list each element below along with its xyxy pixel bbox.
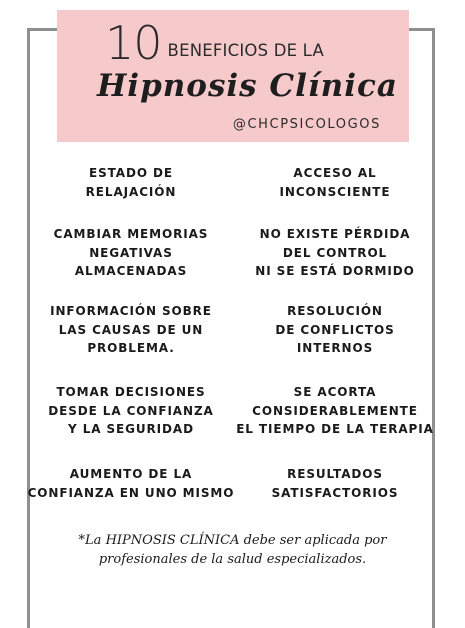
benefit-line: NI SE ESTÁ DORMIDO xyxy=(255,264,415,278)
benefit-line: SATISFACTORIOS xyxy=(271,485,399,500)
benefit-line: INCONSCIENTE xyxy=(279,184,391,199)
benefit-line: NO EXISTE PÉRDIDA xyxy=(259,227,411,241)
benefit-line: INTERNOS xyxy=(296,341,374,355)
benefit-line: CONSIDERABLEMENTE xyxy=(252,403,418,418)
benefit-item xyxy=(26,465,236,502)
footnote-line: *La HIPNOSIS CLÍNICA debe ser aplicada por xyxy=(78,533,387,548)
author-handle: @CHCPSICOLOGOS xyxy=(232,117,381,132)
benefit-line: NEGATIVAS xyxy=(89,245,173,260)
benefit-item xyxy=(227,164,443,201)
benefit-line: INFORMACIÓN SOBRE xyxy=(50,304,212,318)
benefit-line: DESDE LA CONFIANZA xyxy=(48,403,214,418)
title-text: BENEFICIOS DE LA xyxy=(167,41,324,60)
benefit-item xyxy=(227,465,443,502)
benefit-line: CONFIANZA EN UNO MISMO xyxy=(27,485,235,500)
benefit-line: RESULTADOS xyxy=(287,467,383,481)
title-banner xyxy=(57,10,409,142)
benefit-line: ACCESO AL xyxy=(293,166,377,180)
footnote-line: profesionales de la salud especializados. xyxy=(98,552,367,567)
benefit-line: TOMAR DECISIONES xyxy=(56,385,206,399)
benefit-line: ALMACENADAS xyxy=(74,264,188,278)
title-script: Hipnosis Clínica xyxy=(97,68,398,104)
benefit-line: Y LA SEGURIDAD xyxy=(68,422,194,436)
benefit-line: RELAJACIÓN xyxy=(85,184,177,199)
benefit-line: ESTADO DE xyxy=(89,166,173,180)
benefit-item xyxy=(26,164,236,201)
benefit-item xyxy=(227,383,443,439)
footnote xyxy=(30,531,435,569)
benefit-item xyxy=(227,302,443,358)
title-number: 10 xyxy=(105,16,162,70)
benefit-item xyxy=(26,225,236,281)
benefit-line: RESOLUCIÓN xyxy=(287,304,383,318)
benefit-line: LAS CAUSAS DE UN xyxy=(58,322,204,337)
benefit-line: CAMBIAR MEMORIAS xyxy=(53,227,209,241)
benefit-line: PROBLEMA. xyxy=(87,341,175,355)
title-row xyxy=(105,16,324,70)
benefit-line: DE CONFLICTOS xyxy=(275,322,395,337)
benefit-item xyxy=(26,302,236,358)
benefit-item xyxy=(26,383,236,439)
benefit-line: EL TIEMPO DE LA TERAPIA xyxy=(236,422,434,436)
benefit-line: DEL CONTROL xyxy=(282,245,388,260)
benefit-line: AUMENTO DE LA xyxy=(69,467,193,481)
benefit-item xyxy=(227,225,443,281)
benefit-line: SE ACORTA xyxy=(293,385,377,399)
